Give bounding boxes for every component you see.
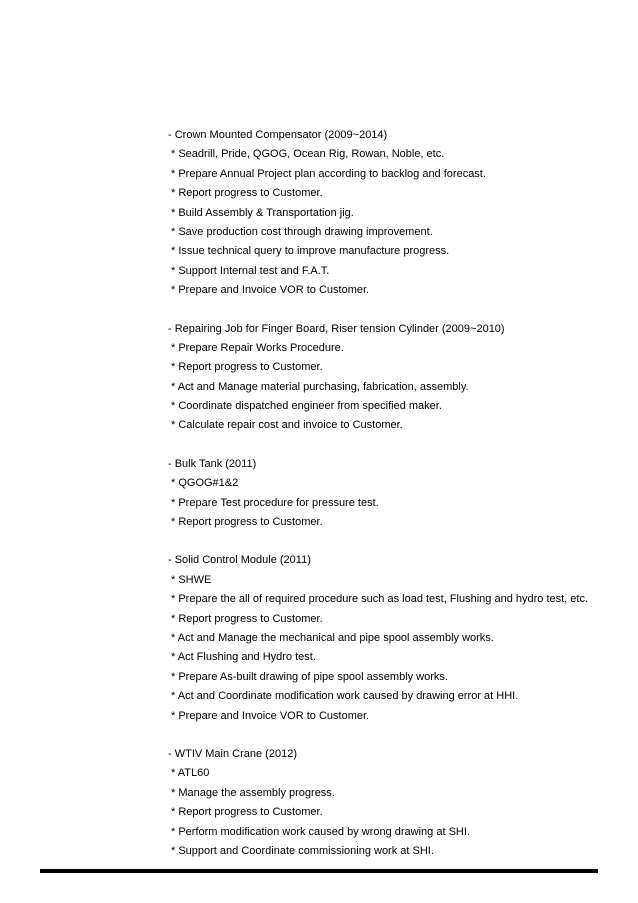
list-item: * Act and Manage the mechanical and pipe spool assembly works.	[171, 631, 494, 644]
list-item: * Save production cost through drawing improvement.	[171, 225, 433, 238]
list-item: * Prepare Test procedure for pressure test.	[171, 496, 379, 509]
project-section	[168, 745, 608, 861]
list-item: * Support Internal test and F.A.T.	[171, 264, 330, 277]
list-item: * Seadrill, Pride, QGOG, Ocean Rig, Rowan, Noble, etc.	[171, 148, 445, 161]
list-item: * QGOG#1&2	[171, 477, 239, 490]
list-item: * SHWE	[171, 573, 212, 586]
project-section	[168, 551, 608, 726]
list-item: * Coordinate dispatched engineer from specified maker.	[171, 400, 442, 413]
section-heading: - Crown Mounted Compensator (2009~2014)	[168, 129, 388, 141]
list-item: * Perform modification work caused by wrong drawing at SHI.	[171, 825, 470, 838]
list-item: * Prepare As-built drawing of pipe spool assembly works.	[171, 670, 448, 683]
project-section	[168, 455, 608, 533]
section-heading: - Repairing Job for Finger Board, Riser tension Cylinder (2009~2010)	[168, 322, 505, 335]
list-item: * Prepare and Invoice VOR to Customer.	[171, 284, 370, 297]
section-heading: - Solid Control Module (2011)	[168, 554, 311, 567]
list-item: * Build Assembly & Transportation jig.	[171, 206, 354, 219]
list-item: * Issue technical query to improve manufacture progress.	[171, 245, 450, 258]
list-item: * ATL60	[171, 767, 210, 780]
project-section	[168, 320, 608, 436]
list-item: * Prepare Annual Project plan according to backlog and forecast.	[171, 167, 486, 180]
list-item: * Manage the assembly progress.	[171, 786, 335, 799]
list-item: * Report progress to Customer.	[171, 516, 323, 529]
list-item: * Calculate repair cost and invoice to Customer.	[171, 419, 403, 432]
list-item: * Act and Coordinate modification work caused by drawing error at HHI.	[171, 690, 519, 703]
list-item: * Support and Coordinate commissioning work at SHI.	[171, 844, 434, 857]
list-item: * Prepare the all of required procedure such as load test, Flushing and hydro test, etc.	[171, 593, 589, 606]
page-bottom-rule	[40, 869, 598, 873]
list-item: * Prepare and Invoice VOR to Customer.	[171, 709, 370, 722]
list-item: * Prepare Repair Works Procedure.	[171, 341, 344, 354]
section-heading: - Bulk Tank (2011)	[168, 457, 257, 470]
list-item: * Act Flushing and Hydro test.	[171, 651, 316, 664]
project-section	[168, 126, 608, 301]
list-item: * Report progress to Customer.	[171, 187, 323, 200]
list-item: * Act and Manage material purchasing, fabrication, assembly.	[171, 380, 469, 393]
list-item: * Report progress to Customer.	[171, 806, 323, 819]
list-item: * Report progress to Customer.	[171, 361, 323, 374]
section-heading: - WTIV Main Crane (2012)	[168, 747, 297, 760]
project-history-list	[168, 126, 608, 880]
list-item: * Report progress to Customer.	[171, 612, 323, 625]
